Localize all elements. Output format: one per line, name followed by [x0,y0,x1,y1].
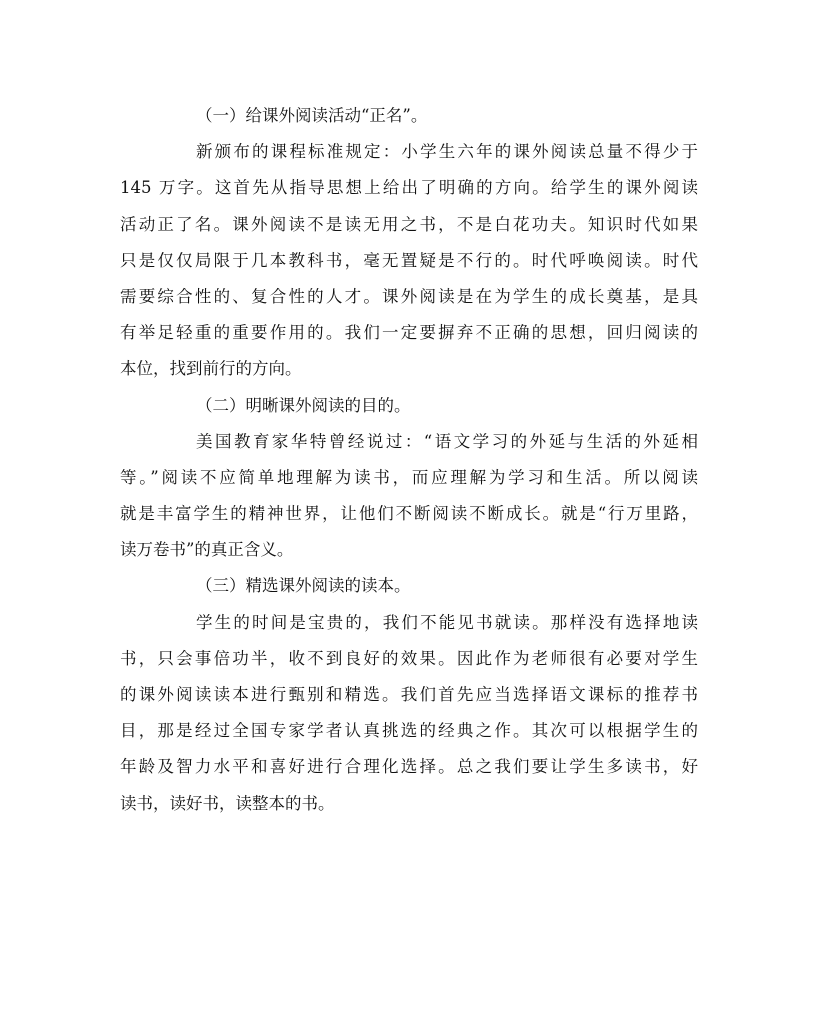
paragraph-line: 本位，找到前行的方向。 [120,359,302,379]
paragraph-line: 需要综合性的、复合性的人才。课外阅读是在为学生的成长奠基，是具 [120,286,698,306]
paragraph-line: 有举足轻重的重要作用的。我们一定要摒弃不正确的思想，回归阅读的 [120,323,698,343]
paragraph-line: 美国教育家华特曾经说过：“语文学习的外延与生活的外延相 [196,431,698,451]
paragraph-line: 就是丰富学生的精神世界，让他们不断阅读不断成长。就是“行万里路， [120,504,698,524]
paragraph-line: 读书，读好书，读整本的书。 [120,793,335,813]
section-heading-1: （一）给课外阅读活动“正名”。 [196,106,428,125]
paragraph-line: 新颁布的课程标准规定：小学生六年的课外阅读总量不得少于 [196,142,698,162]
paragraph-line: 目，那是经过全国专家学者认真挑选的经典之作。其次可以根据学生的 [120,721,698,741]
section-heading-2: （二）明晰课外阅读的目的。 [196,395,411,415]
paragraph-line: 学生的时间是宝贵的，我们不能见书就读。那样没有选择地读 [196,612,698,632]
paragraph-line: 读万卷书”的真正含义。 [120,540,294,560]
paragraph-line: 145 万字。这首先从指导思想上给出了明确的方向。给学生的课外阅读 [120,178,698,198]
paragraph-line: 活动正了名。课外阅读不是读无用之书，不是白花功夫。知识时代如果 [120,214,698,234]
paragraph-line: 书，只会事倍功半，收不到良好的效果。因此作为老师很有必要对学生 [120,648,698,668]
document-body [120,98,698,822]
paragraph-line: 的课外阅读读本进行甄别和精选。我们首先应当选择语文课标的推荐书 [120,685,698,704]
paragraph-line: 等。”阅读不应简单地理解为读书，而应理解为学习和生活。所以阅读 [120,467,698,487]
paragraph-line: 只是仅仅局限于几本教科书，毫无置疑是不行的。时代呼唤阅读。时代 [120,250,698,270]
section-heading-3: （三）精选课外阅读的读本。 [196,576,411,596]
paragraph-line: 年龄及智力水平和喜好进行合理化选择。总之我们要让学生多读书，好 [120,757,698,777]
